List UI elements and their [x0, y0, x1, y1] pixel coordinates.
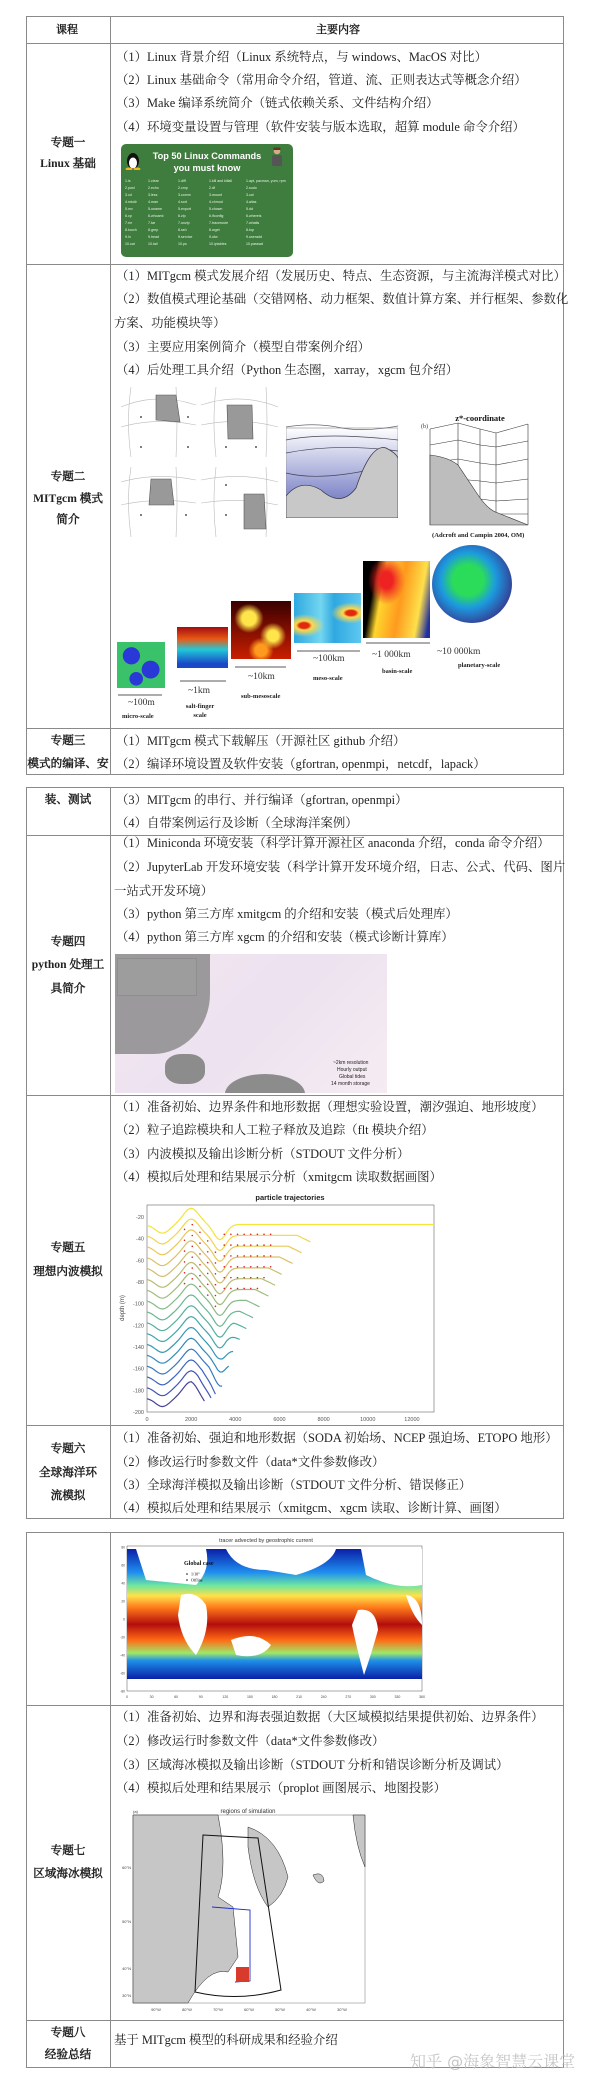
topic-7-item: （4）模拟后处理和结果展示（proplot 画图展示、地图投影）: [116, 1781, 447, 1795]
x-tick-label: 8000: [317, 1417, 330, 1423]
particle-marker: [243, 1244, 245, 1246]
particle-marker: [207, 1273, 209, 1275]
particle-marker: [243, 1255, 245, 1257]
topic-2-item: （2）数值模式理论基础（交错网格、动力框架、数值计算方案、并行框架、参数化: [116, 292, 569, 306]
particle-marker: [191, 1278, 193, 1280]
particle-marker: [207, 1251, 209, 1253]
basin-scale-image: [363, 561, 430, 638]
topic-1-item: （2）Linux 基础命令（常用命令介绍，管道、流、正则表达式等概念介绍）: [116, 73, 527, 87]
grid-cell-b: [227, 405, 253, 439]
y-tick-label: -40: [120, 1653, 125, 1658]
linux-commands-image: [121, 144, 293, 257]
particle-marker: [243, 1266, 245, 1268]
row-divider: [26, 1705, 564, 1706]
particle-marker: [191, 1246, 193, 1248]
particle-marker: [215, 1273, 217, 1275]
topic-5-item: （2）粒子追踪模块和人工粒子释放及追踪（flt 模块介绍）: [116, 1123, 434, 1137]
particle-marker: [184, 1283, 186, 1285]
scale-name: sub-mesoscale: [241, 693, 281, 700]
command-column: 1.diff 2.cmp 3.comm 4.sort 5.export 6.zip 7.unzip 8.ssh 9.service 10.ps: [178, 179, 193, 246]
topic-4-item-cont: 一站式开发环境）: [114, 884, 214, 898]
topic-6-item: （3）全球海洋模拟及输出诊断（STDOUT 文件分析、错误修正）: [116, 1478, 472, 1492]
command-column: 1.apt, pacman, yum, rpm 2.sudo 3.cal 4.alias 5.dd 6.whereis 7.whatis 8.top 9.useradd 10.passwd: [246, 179, 286, 246]
particle-marker: [250, 1288, 252, 1290]
particle-marker: [207, 1240, 209, 1242]
particle-marker: [250, 1233, 252, 1235]
particle-marker: [199, 1253, 201, 1255]
y-tick-label: -200: [132, 1410, 144, 1416]
x-tick-label: 90: [198, 1695, 203, 1699]
particle-marker: [270, 1244, 272, 1246]
topic-8-label: 专题八: [50, 2026, 86, 2039]
scale-size: ~1km: [188, 686, 211, 696]
topic-6-item: （2）修改运行时参数文件（data*文件参数修改）: [116, 1455, 385, 1469]
particle-marker: [230, 1233, 232, 1235]
x-tick-label: 240: [320, 1695, 327, 1699]
particle-marker: [257, 1266, 259, 1268]
topic-7-title: 区域海冰模拟: [33, 1867, 103, 1880]
row-divider: [26, 1095, 564, 1096]
planetary-scale-globe: [432, 545, 512, 623]
particle-marker: [257, 1255, 259, 1257]
particle-marker: [237, 1233, 239, 1235]
x-tick-label: 12000: [404, 1417, 420, 1423]
topic-3-label: 专题三: [50, 734, 86, 747]
particle-marker: [215, 1284, 217, 1286]
particle-marker: [199, 1286, 201, 1288]
meso-scale-image: [294, 593, 361, 643]
y-axis-label: depth (m): [120, 1295, 126, 1321]
topic-4-item: （4）python 第三方库 xgcm 的介绍和安装（模式诊断计算库）: [116, 930, 454, 944]
y-tick-label: -20: [120, 1635, 125, 1640]
y-tick-label: -80: [120, 1689, 125, 1694]
topic-5-title: 理想内波模拟: [33, 1265, 103, 1278]
particle-marker: [237, 1288, 239, 1290]
particle-marker: [184, 1239, 186, 1241]
y-tick-label: -60: [136, 1258, 144, 1265]
particle-marker: [230, 1277, 232, 1279]
particle-marker: [191, 1267, 193, 1269]
linux-card-title: Top 50 Linux Commands: [152, 151, 262, 161]
topic-5-label: 专题五: [50, 1241, 86, 1254]
topic-3-title: 模式的编译、安: [27, 757, 109, 770]
topic-7-item: （2）修改运行时参数文件（data*文件参数修改）: [116, 1734, 385, 1748]
header-course: 课程: [56, 24, 78, 36]
topic-4-title-cont: 具简介: [50, 982, 86, 995]
particle-marker: [263, 1255, 265, 1257]
particle-marker: [191, 1224, 193, 1226]
topic-8-item: 基于 MITgcm 模型的科研成果和经验介绍: [114, 2033, 338, 2047]
topic-1-item: （4）环境变量设置与管理（软件安装与版本选取，超算 module 命令介绍）: [116, 120, 525, 134]
row-divider: [26, 264, 564, 265]
global-tracer-map: [116, 1535, 426, 1703]
particle-marker: [263, 1277, 265, 1279]
x-tick-label: 2000: [185, 1417, 198, 1423]
plot-area: [147, 1205, 434, 1412]
header-content: 主要内容: [316, 24, 360, 36]
panel-label: (b): [421, 424, 428, 430]
particle-marker: [243, 1277, 245, 1279]
topic-3-item: （1）MITgcm 模式下载解压（开源社区 github 介绍）: [116, 734, 406, 748]
topic-2-item-cont: 方案、功能模块等）: [114, 316, 226, 330]
y-tick-label: -140: [132, 1344, 144, 1351]
longitude-label: 30°W: [337, 2007, 347, 2012]
particle-marker: [237, 1244, 239, 1246]
particle-marker: [263, 1233, 265, 1235]
column-divider: [110, 787, 111, 1519]
panel-label: (a): [133, 1809, 138, 1814]
particle-marker: [223, 1233, 225, 1235]
scale-name: planetary-scale: [458, 662, 501, 669]
map-note: Hourly output: [337, 1067, 367, 1073]
legend-entry: Offline: [191, 1577, 203, 1583]
particle-marker: [191, 1235, 193, 1237]
longitude-label: 70°W: [213, 2007, 223, 2012]
topic-3-item: （4）自带案例运行及诊断（全球海洋案例）: [116, 816, 358, 830]
particle-marker: [257, 1277, 259, 1279]
longitude-label: 50°W: [275, 2007, 285, 2012]
particle-marker: [263, 1244, 265, 1246]
topic-4-item: （3）python 第三方库 xmitgcm 的介绍和安装（模式后处理库）: [116, 907, 458, 921]
row-divider: [26, 1425, 564, 1426]
particle-marker: [257, 1233, 259, 1235]
llc-simulation-map: [115, 954, 387, 1093]
x-tick-label: 300: [369, 1695, 376, 1699]
topic-7-label: 专题七: [50, 1844, 86, 1857]
latitude-label: 50°N: [122, 1919, 131, 1924]
nested-domain: [236, 1967, 249, 1982]
particle-marker: [250, 1255, 252, 1257]
topic-6-label: 专题六: [50, 1442, 86, 1455]
x-tick-label: 60: [174, 1695, 179, 1699]
particle-marker: [199, 1275, 201, 1277]
map-note: ~2km resolution: [333, 1060, 369, 1066]
x-tick-label: 120: [222, 1695, 229, 1699]
particle-marker: [243, 1288, 245, 1290]
topic-4-item: （2）JupyterLab 开发环境安装（科学计算开发环境介绍，日志、公式、代码、图片: [116, 860, 566, 874]
land-australia: [225, 1074, 305, 1093]
x-tick-label: 180: [271, 1695, 278, 1699]
terrain: [430, 455, 528, 525]
longitude-label: 40°W: [306, 2007, 316, 2012]
particle-marker: [223, 1255, 225, 1257]
particle-marker: [250, 1266, 252, 1268]
particle-marker: [184, 1250, 186, 1252]
scale-name: meso-scale: [313, 675, 343, 682]
scale-size: ~100km: [313, 654, 345, 664]
y-tick-label: 60: [121, 1563, 125, 1568]
particle-marker: [191, 1256, 193, 1258]
row-divider: [26, 728, 564, 729]
map-case-label: Global case: [184, 1561, 214, 1567]
map-note: 14 month storage: [331, 1081, 370, 1087]
grid-cell-a: [156, 395, 180, 422]
column-divider: [110, 16, 111, 775]
x-tick-label: 270: [345, 1695, 352, 1699]
particle-marker: [230, 1266, 232, 1268]
topic-3-item: （2）编译环境设置及软件安装（gfortran, openmpi，netcdf，lapack）: [116, 757, 486, 771]
topic-5-item: （3）内波模拟及输出诊断分析（STDOUT 文件分析）: [116, 1147, 410, 1161]
particle-marker: [270, 1233, 272, 1235]
x-tick-label: 150: [246, 1695, 253, 1699]
particle-marker: [237, 1255, 239, 1257]
particle-marker: [257, 1244, 259, 1246]
x-tick-label: 0: [145, 1417, 149, 1423]
x-tick-label: 4000: [229, 1417, 242, 1423]
y-tick-label: -80: [136, 1279, 144, 1286]
particle-marker: [237, 1266, 239, 1268]
particle-marker: [230, 1244, 232, 1246]
topic-6-item: （4）模拟后处理和结果展示（xmitgcm、xgcm 读取、诊断计算、画图）: [116, 1501, 507, 1515]
latitude-label: 60°N: [122, 1865, 131, 1870]
scale-size: ~100m: [128, 698, 155, 708]
command-column: 1.kill and killall 2.df 3.mount 4.chmod 5.chown 6.ifconfig 7.traceroute 8.wget 9.ufw 10.iptables: [209, 179, 232, 246]
scale-size: ~1 000km: [372, 650, 411, 660]
y-tick-label: -120: [132, 1323, 144, 1330]
particle-marker: [243, 1233, 245, 1235]
particle-marker: [207, 1283, 209, 1285]
scale-size: ~10km: [248, 672, 275, 682]
particle-marker: [199, 1264, 201, 1266]
particle-trajectories-chart: [116, 1190, 446, 1425]
scale-name: micro-scale: [122, 713, 154, 720]
x-tick-label: 6000: [273, 1417, 286, 1423]
linux-card-subtitle: you must know: [173, 163, 241, 173]
topic-4-label: 专题四: [50, 935, 86, 948]
particle-marker: [237, 1277, 239, 1279]
particle-marker: [250, 1277, 252, 1279]
scale-name: basin-scale: [382, 668, 413, 675]
y-tick-label: -180: [132, 1388, 144, 1395]
column-divider: [110, 1532, 111, 2068]
y-tick-label: -20: [136, 1214, 144, 1221]
regional-simulation-map: [118, 1807, 368, 2017]
particle-marker: [223, 1288, 225, 1290]
longitude-label: 80°W: [182, 2007, 192, 2012]
latitude-label: 40°N: [122, 1966, 131, 1971]
particle-marker: [215, 1306, 217, 1308]
diagram-title: z*-coordinate: [455, 415, 505, 423]
command-column: 1.clear 2.echo 3.less 4.man 5.uname 6.whoami 7.tar 8.grep 9.head 10.tail: [148, 179, 164, 246]
latitude-label: 30°N: [122, 1993, 131, 1998]
topic-4-title: python 处理工: [31, 958, 105, 971]
topic-5-item: （1）准备初始、边界条件和地形数据（理想实验设置，潮汐强迫、地形坡度）: [116, 1100, 544, 1114]
topic-2-title-cont: 简介: [56, 513, 80, 526]
particle-marker: [223, 1277, 225, 1279]
topic-5-item: （4）模拟后处理和结果展示分析（xmitgcm 读取数据画图）: [116, 1170, 442, 1184]
particle-marker: [230, 1255, 232, 1257]
topic-1-item: （1）Linux 背景介绍（Linux 系统特点，与 windows、MacOS 对比）: [116, 50, 488, 64]
y-tick-label: 80: [121, 1545, 125, 1550]
map-title: regions of simulation: [220, 1809, 276, 1815]
row-divider: [26, 2020, 564, 2021]
y-tick-label: -60: [120, 1671, 125, 1676]
scale-name: salt-finger scale: [185, 703, 215, 719]
particle-marker: [215, 1295, 217, 1297]
particle-marker: [263, 1266, 265, 1268]
topic-6-title-cont: 流模拟: [50, 1489, 86, 1502]
particle-marker: [207, 1294, 209, 1296]
topic-2-label: 专题二: [50, 470, 86, 483]
particle-marker: [184, 1272, 186, 1274]
particle-marker: [184, 1261, 186, 1263]
z-star-coordinate-diagram: [418, 415, 542, 530]
x-tick-label: 330: [394, 1695, 401, 1699]
figure-citation: (Adcroft and Campin 2004, OM): [432, 532, 525, 539]
map-title: tracer advected by geostrophic current: [219, 1538, 313, 1544]
topic-6-item: （1）准备初始、强迫和地形数据（SODA 初始场、NCEP 强迫场、ETOPO 地形）: [116, 1431, 558, 1445]
particle-marker: [223, 1266, 225, 1268]
topic-7-item: （3）区域海冰模拟及输出诊断（STDOUT 分析和错误诊断分析及调试）: [116, 1758, 509, 1772]
x-tick-label: 360: [419, 1695, 425, 1699]
grid-cell-c: [149, 479, 174, 505]
y-tick-label: -40: [136, 1236, 144, 1243]
land-asia: [115, 954, 210, 1054]
topic-2-title: MITgcm 模式: [33, 492, 103, 505]
particle-marker: [270, 1266, 272, 1268]
grid-cell-d: [244, 494, 266, 529]
topic-8-title: 经验总结: [44, 2048, 92, 2061]
y-tick-label: 0: [123, 1617, 125, 1622]
particle-marker: [223, 1244, 225, 1246]
topic-7-item: （1）准备初始、边界和海表强迫数据（大区域模拟结果提供初始、边界条件）: [116, 1710, 544, 1724]
zhihu-watermark: 知乎 @海象智慧云课堂: [410, 2052, 576, 2071]
y-tick-label: -160: [132, 1366, 144, 1373]
scale-bars: [116, 640, 496, 700]
topic-1-item: （3）Make 编译系统简介（链式依赖关系、文件结构介绍）: [116, 96, 439, 110]
x-tick-label: 0: [126, 1695, 128, 1699]
particle-marker: [215, 1251, 217, 1253]
row-divider: [26, 43, 564, 44]
longitude-label: 90°W: [151, 2007, 161, 2012]
particle-marker: [230, 1288, 232, 1290]
topic-2-item: （1）MITgcm 模式发展介绍（发展历史、特点、生态资源，与主流海洋模式对比）: [116, 269, 566, 283]
topic-1-label: 专题一: [50, 136, 86, 149]
x-tick-label: 10000: [360, 1417, 376, 1423]
legend-entry: 1/10°: [191, 1571, 200, 1577]
particle-marker: [199, 1242, 201, 1244]
particle-marker: [184, 1229, 186, 1231]
topic-1-title: Linux 基础: [40, 157, 96, 170]
map-note: Global tides: [339, 1074, 366, 1080]
topic-6-title: 全球海洋环: [39, 1466, 97, 1479]
topic-2-item: （3）主要应用案例简介（模型自带案例介绍）: [116, 340, 371, 354]
chart-title: particle trajectories: [255, 1193, 325, 1202]
particle-marker: [207, 1262, 209, 1264]
topic-4-item: （1）Miniconda 环境安装（科学计算开源社区 anaconda 介绍，conda 命令介绍）: [116, 836, 550, 850]
particle-marker: [270, 1255, 272, 1257]
particle-marker: [250, 1244, 252, 1246]
command-column: 1.ls 2.pwd 3.cd 4.mkdir 5.mv 6.cp 7.rm 8.touch 9.ln 10.cat: [125, 179, 137, 246]
particle-marker: [215, 1262, 217, 1264]
ocean-layers-diagram: [286, 418, 398, 518]
particle-marker: [199, 1231, 201, 1233]
y-tick-label: -100: [132, 1301, 144, 1308]
y-tick-label: 20: [121, 1599, 125, 1604]
particle-marker: [257, 1288, 259, 1290]
topic-3-title-cont: 装、测试: [44, 793, 92, 806]
topic-3-item: （3）MITgcm 的串行、并行编译（gfortran, openmpi）: [116, 793, 408, 807]
longitude-label: 60°W: [244, 2007, 254, 2012]
topic-2-item: （4）后处理工具介绍（Python 生态圈，xarray，xgcm 包介绍）: [116, 363, 459, 377]
y-tick-label: 40: [121, 1581, 125, 1586]
land-borneo: [165, 1054, 205, 1084]
staggered-grid-diagram: [116, 387, 283, 537]
x-tick-label: 210: [296, 1695, 303, 1699]
scale-size: ~10 000km: [437, 647, 481, 657]
x-tick-label: 30: [149, 1695, 154, 1699]
